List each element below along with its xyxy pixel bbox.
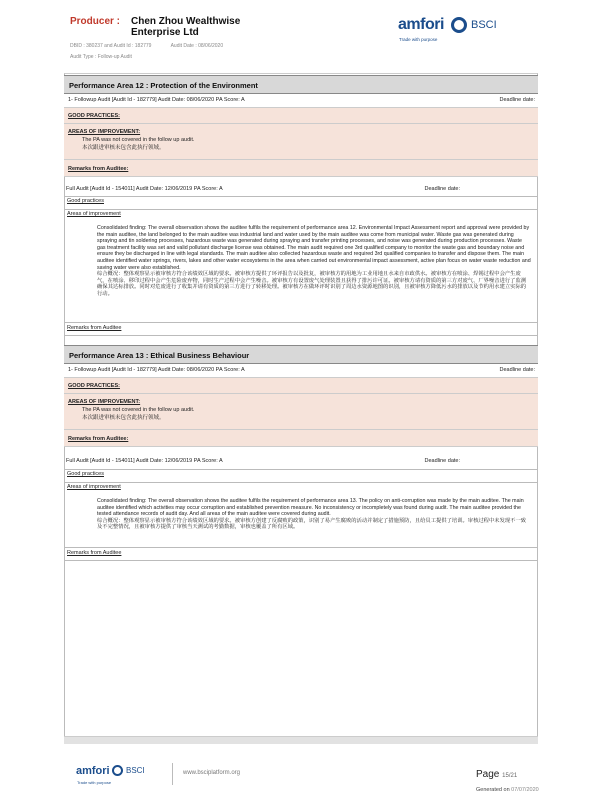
generated-date: 07/07/2020 — [511, 787, 539, 793]
area12-good-practices — [64, 108, 538, 124]
page-number — [476, 769, 517, 780]
area13-deadline-label: Deadline date: — [499, 367, 535, 373]
area13-full-good — [64, 469, 538, 483]
footer-site-link[interactable]: www.bsciplatform.org — [183, 770, 241, 776]
area12-finding-en: Consolidated finding: The overall observation shows the auditee fulfils the requirement of performance area 12. Environmental Impact Assessment report and approval were provided by the main auditee, the land belonged to the main auditee was industrial land and water used by the main auditee was come from municipal water. Waste gas was generated during spraying and tin soldering processes, hazardous waste was generated during spraying and transfer printing processes, and noise was generated during production processes. Waste gas treatment facility was set and valid pollutant discharge license was obtained. The main audit required one 3rd qualified company to monitor the waste gas and boundary noise and ensure they be discharged in line with legal standards. The main auditee also collected hazardous waste and required 3rd qualified companies to transfer and dispose them. The main auditee identified water springs, rivers, lakes and other water ecosystems in the area when carried out environmental impact assessment, active plan focus on water waste reduction and saving water were also established. — [97, 225, 531, 271]
footer-logo-word: amfori — [76, 765, 110, 777]
area12-deadline-label: Deadline date: — [499, 97, 535, 103]
area13-good-practices-label: GOOD PRACTICES: — [68, 383, 120, 389]
area12-full-deadline: Deadline date: — [424, 186, 460, 192]
area13-finding-cn: 综合概况：整体观察显示被审核方符合该绩效区域的要求。被审核方创建了反腐败的政策，识别了易产生腐败的活动并制定了措施预防，且给员工提供了培训。审核过程中未发现不一致及不完整情况，且被审核方提供了审核当天测试的考勤数据，审核也覆盖了所有区域。 — [97, 517, 527, 531]
area12-good-practices-label: GOOD PRACTICES: — [68, 113, 120, 119]
area12-improvement-cn: 本次跟进审核未包含此执行领域。 — [82, 145, 165, 151]
amfori-logo — [398, 14, 518, 42]
generated-label: Generated on — [476, 787, 510, 793]
footer-divider — [172, 763, 173, 785]
area12-full-good-label: Good practices — [67, 198, 104, 204]
area13-full-row — [64, 456, 538, 468]
area12-followup-row — [64, 94, 538, 108]
area13-title: Performance Area 13 : Ethical Business Behaviour — [64, 345, 538, 364]
area12-followup-line: 1- Followup Audit [Audit Id - 182779] Audit Date: 08/06/2020 PA Score: A — [68, 97, 245, 103]
area12-full-row — [64, 184, 538, 196]
area12-finding-cn: 综合概况：整体观察显示被审核方符合该绩效区域的要求。被审核方提供了环评报告以及批复，被审核方的用地为工业用地且水来自市政供水。被审核方在喷涂、焊锡过程中会产生废气，在喷涂、移印过程中会产生危险废弃物，同时生产过程中会产生噪音。被审核方有设置废气处理装置且获得了排污许可证。被审核方请有资质的第三方对废气、厂界噪音进行了监测确保其达标排放。同时对危废进行了收集并请有资质的第三方进行了转移处理。被审核方在做环评时识别了周边水资源地图的识别，且被审核方降低污水的排放以及节约用水建立实际的行动。 — [97, 271, 527, 297]
page-bottom-band — [64, 736, 538, 744]
area12-full-good — [64, 196, 538, 210]
area13-full-areas — [64, 483, 538, 548]
page-header — [0, 0, 600, 78]
area12-full-remarks-label: Remarks from Auditee — [67, 325, 122, 331]
area13-full-remarks-label: Remarks from Auditee — [67, 550, 122, 556]
footer-logo-circle-icon — [112, 765, 123, 776]
area13-followup-line: 1- Followup Audit [Audit Id - 182779] Audit Date: 08/06/2020 PA Score: A — [68, 367, 245, 373]
page-num: 15/21 — [502, 773, 518, 779]
footer-logo-tagline: Trade with purpose — [77, 780, 112, 785]
area12-full-remarks — [64, 324, 538, 336]
area13-remarks-label: Remarks from Auditee: — [68, 436, 129, 442]
area13-areas-improvement-label: AREAS OF IMPROVEMENT: — [68, 399, 141, 405]
area13-improvement-cn: 本次跟进审核未包含此执行领域。 — [82, 415, 165, 421]
area13-finding-en: Consolidated finding: The overall observation shows the auditee fulfils the requirement of performance area 13. The policy on anti-corruption was made by the main auditee. The main auditee identified which activities may occur corruption and established prevention measure. No inconsistency or incompletely was found during audit. The main auditee provided the tested attendance records of audit day. And all areas of the main auditee were covered during audit. — [97, 498, 524, 518]
area13-improvement-en: The PA was not covered in the follow up audit. — [82, 407, 195, 413]
area12-title: Performance Area 12 : Protection of the Environment — [64, 75, 538, 94]
audit-meta — [70, 43, 241, 49]
logo-bsci: BSCI — [471, 19, 497, 31]
area13-full-remarks — [64, 549, 538, 561]
area13-remarks — [64, 430, 538, 447]
page-label: Page — [476, 769, 500, 780]
audit-date: Audit Date : 08/06/2020 — [170, 43, 224, 49]
generated-on — [476, 787, 539, 793]
producer-name: Chen Zhou Wealthwise Enterprise Ltd — [131, 16, 241, 38]
page-footer — [0, 752, 600, 799]
area13-full-good-label: Good practices — [67, 471, 104, 477]
area12-areas-improvement-label: AREAS OF IMPROVEMENT: — [68, 129, 141, 135]
area12-full-line: Full Audit [Audit Id - 154011] Audit Date: 12/06/2019 PA Score: A — [66, 186, 223, 192]
area13-areas-improvement — [64, 394, 538, 430]
area13-followup-row — [64, 364, 538, 378]
area12-areas-improvement — [64, 124, 538, 160]
area13-full-deadline: Deadline date: — [424, 458, 460, 464]
footer-logo-bsci: BSCI — [126, 766, 145, 775]
area12-full-areas — [64, 210, 538, 323]
area12-full-areas-label: Areas of improvement — [67, 211, 121, 217]
dbid: DBID : 380237 and Audit Id : 182779 — [70, 43, 152, 49]
area13-good-practices — [64, 378, 538, 394]
area13-full-line: Full Audit [Audit Id - 154011] Audit Date: 12/06/2019 PA Score: A — [66, 458, 223, 464]
logo-circle-icon — [451, 17, 467, 33]
producer-label: Producer : — [70, 16, 121, 27]
area12-improvement-en: The PA was not covered in the follow up audit. — [82, 137, 195, 143]
area12-remarks — [64, 160, 538, 177]
area12-remarks-label: Remarks from Auditee: — [68, 166, 129, 172]
logo-tagline: Trade with purpose — [399, 37, 438, 42]
audit-type: Audit Type : Follow-up Audit — [70, 54, 132, 60]
logo-word: amfori — [398, 16, 444, 33]
area13-full-areas-label: Areas of improvement — [67, 484, 121, 490]
